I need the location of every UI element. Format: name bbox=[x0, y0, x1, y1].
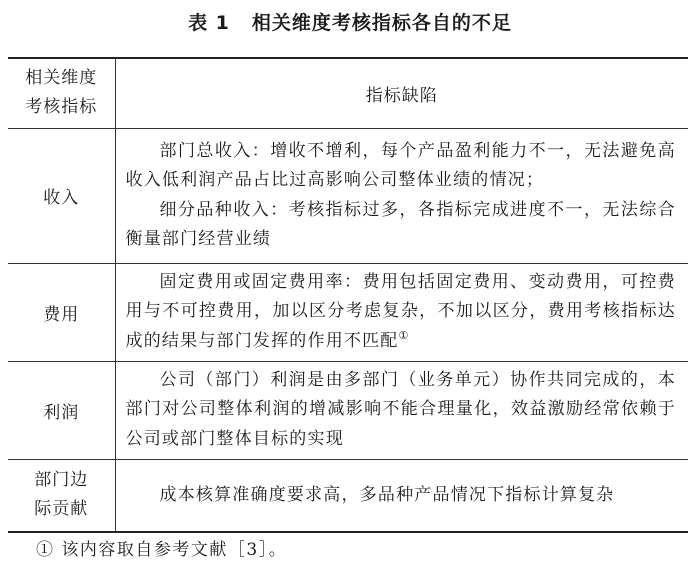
table-row-profit bbox=[8, 361, 688, 459]
row-category: 利润 bbox=[8, 361, 115, 459]
header-dimension-indicator: 相关维度 考核指标 bbox=[8, 58, 115, 128]
table-title: 相关维度考核指标各自的不足 bbox=[251, 12, 512, 34]
footnote-reference[interactable]: ① bbox=[398, 328, 409, 342]
header-deficiency: 指标缺陷 bbox=[115, 58, 688, 128]
table-row-expense bbox=[8, 263, 688, 361]
row-category: 收入 bbox=[8, 128, 115, 263]
row-deficiency bbox=[115, 361, 688, 459]
deficiency-paragraph: 细分品种收入：考核指标过多，各指标完成进度不一，无法综合衡量部门经营业绩 bbox=[125, 199, 676, 249]
row-deficiency bbox=[115, 128, 688, 263]
deficiency-paragraph: 部门总收入：增收不增利，每个产品盈利能力不一，无法避免高收入低利润产品占比过高影响公司整体业绩的情况； bbox=[125, 140, 676, 190]
footnote bbox=[36, 537, 287, 563]
footnote-text: 该内容取自参考文献［3］。 bbox=[61, 540, 288, 560]
table-row-marginal-contribution bbox=[8, 459, 688, 532]
row-deficiency bbox=[115, 263, 688, 361]
table-caption bbox=[0, 10, 700, 36]
deficiency-text: 成本核算准确度要求高，多品种产品情况下指标计算复杂 bbox=[159, 484, 615, 505]
row-deficiency bbox=[115, 459, 688, 532]
footnote-mark: ① bbox=[36, 540, 55, 560]
row-category: 部门边 际贡献 bbox=[8, 459, 115, 532]
deficiency-text: 公司（部门）利润是由多部门（业务单元）协作共同完成的，本部门对公司整体利润的增减影响不能合理量化，效益激励经常依赖于公司或部门整体目标的实现 bbox=[125, 369, 676, 449]
table-number: 表 1 bbox=[188, 12, 230, 34]
table-row-income bbox=[8, 128, 688, 263]
table-header-row bbox=[8, 58, 688, 128]
row-category: 费用 bbox=[8, 263, 115, 361]
deficiency-text: 固定费用或固定费用率：费用包括固定费用、变动费用，可控费用与不可控费用，加以区分考虑复杂，不加以区分，费用考核指标达成的结果与部门发挥的作用不匹配 bbox=[125, 271, 676, 351]
indicator-deficiency-table bbox=[8, 57, 688, 533]
